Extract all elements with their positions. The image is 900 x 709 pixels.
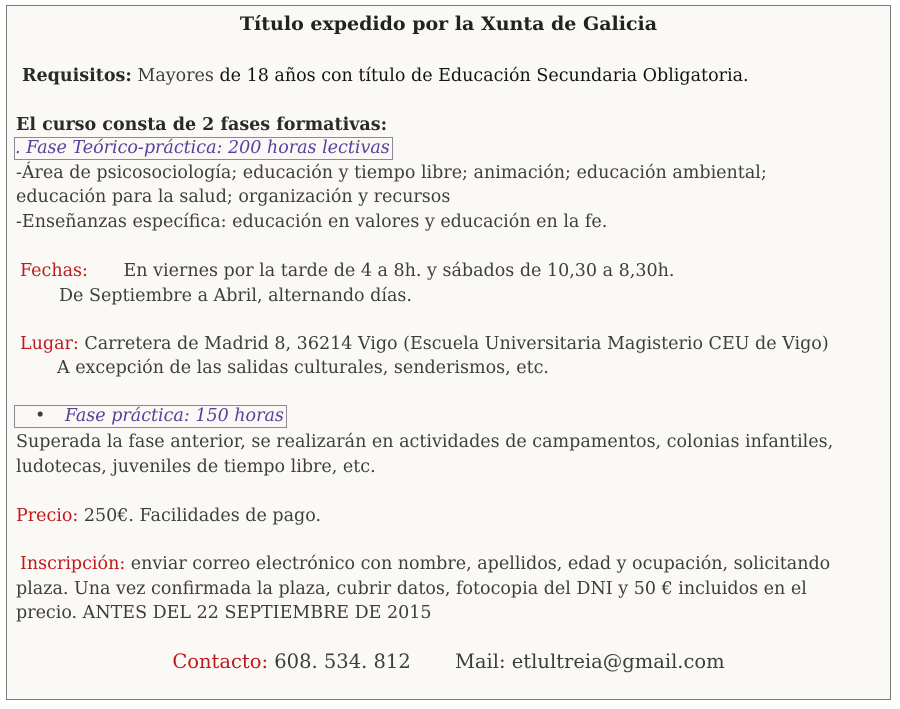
fase1-line3: -Enseñanzas específica: educación en valores y educación en la fe. (16, 212, 608, 232)
fechas-text: En viernes por la tarde de 4 a 8h. y sábados de 10,30 a 8,30h. (123, 261, 675, 281)
fase2-title: Fase práctica: 150 horas (64, 406, 284, 426)
inscripcion-line1 (20, 552, 830, 576)
bullet-icon: • (35, 406, 46, 426)
precio-label: Precio: (16, 506, 79, 526)
requisitos-label: Requisitos: (22, 66, 132, 86)
requisitos-line (22, 64, 749, 88)
requisitos-text-a: Mayores (131, 66, 214, 86)
inscripcion-text1: enviar correo electrónico con nombre, apellidos, edad y ocupación, solicitando (125, 554, 831, 574)
precio-text: 250€. Facilidades de pago. (78, 506, 322, 526)
contact-mail: Mail: etlultreia@gmail.com (454, 650, 725, 673)
fase2-line2: ludotecas, juveniles de tiempo libre, etc. (16, 457, 376, 477)
fechas-line (20, 259, 674, 283)
inscripcion-line3: precio. ANTES DEL 22 SEPTIEMBRE DE 2015 (16, 603, 432, 623)
lugar-label: Lugar: (20, 334, 79, 354)
lugar-text: Carretera de Madrid 8, 36214 Vigo (Escuela Universitaria Magisterio CEU de Vigo) (78, 334, 829, 354)
fase2-title-line (14, 404, 287, 428)
course-info-box (6, 5, 891, 700)
fase1-title-line (14, 136, 393, 160)
fase1-line1: -Área de psicosociología; educación y tiempo libre; animación; educación ambiental; (16, 163, 767, 183)
inscripcion-line2: plaza. Una vez confirmada la plaza, cubrir datos, fotocopia del DNI y 50 € incluidos en el (16, 579, 807, 599)
fase1-line2: educación para la salud; organización y recursos (16, 187, 451, 207)
lugar-line (20, 332, 829, 356)
fechas-label: Fechas: (20, 261, 88, 281)
precio-line (16, 504, 321, 528)
fases-heading: El curso consta de 2 fases formativas: (16, 115, 388, 135)
contact-line (7, 650, 890, 674)
fase1-title: . Fase Teórico-práctica: 200 horas lectivas (14, 137, 393, 160)
contact-phone: 608. 534. 812 (268, 650, 411, 673)
inscripcion-label: Inscripción: (20, 554, 126, 574)
contacto-label: Contacto: (172, 650, 269, 673)
lugar-text2: A excepción de las salidas culturales, senderismos, etc. (57, 358, 549, 378)
document-title: Título expedido por la Xunta de Galicia (239, 13, 658, 35)
fase2-line1: Superada la fase anterior, se realizarán en actividades de campamentos, colonias infantiles, (16, 432, 834, 452)
requisitos-text-b: de 18 años con título de Educación Secundaria Obligatoria. (213, 66, 749, 86)
fechas-text2: De Septiembre a Abril, alternando días. (59, 286, 412, 306)
fase2-title-box (14, 405, 287, 428)
